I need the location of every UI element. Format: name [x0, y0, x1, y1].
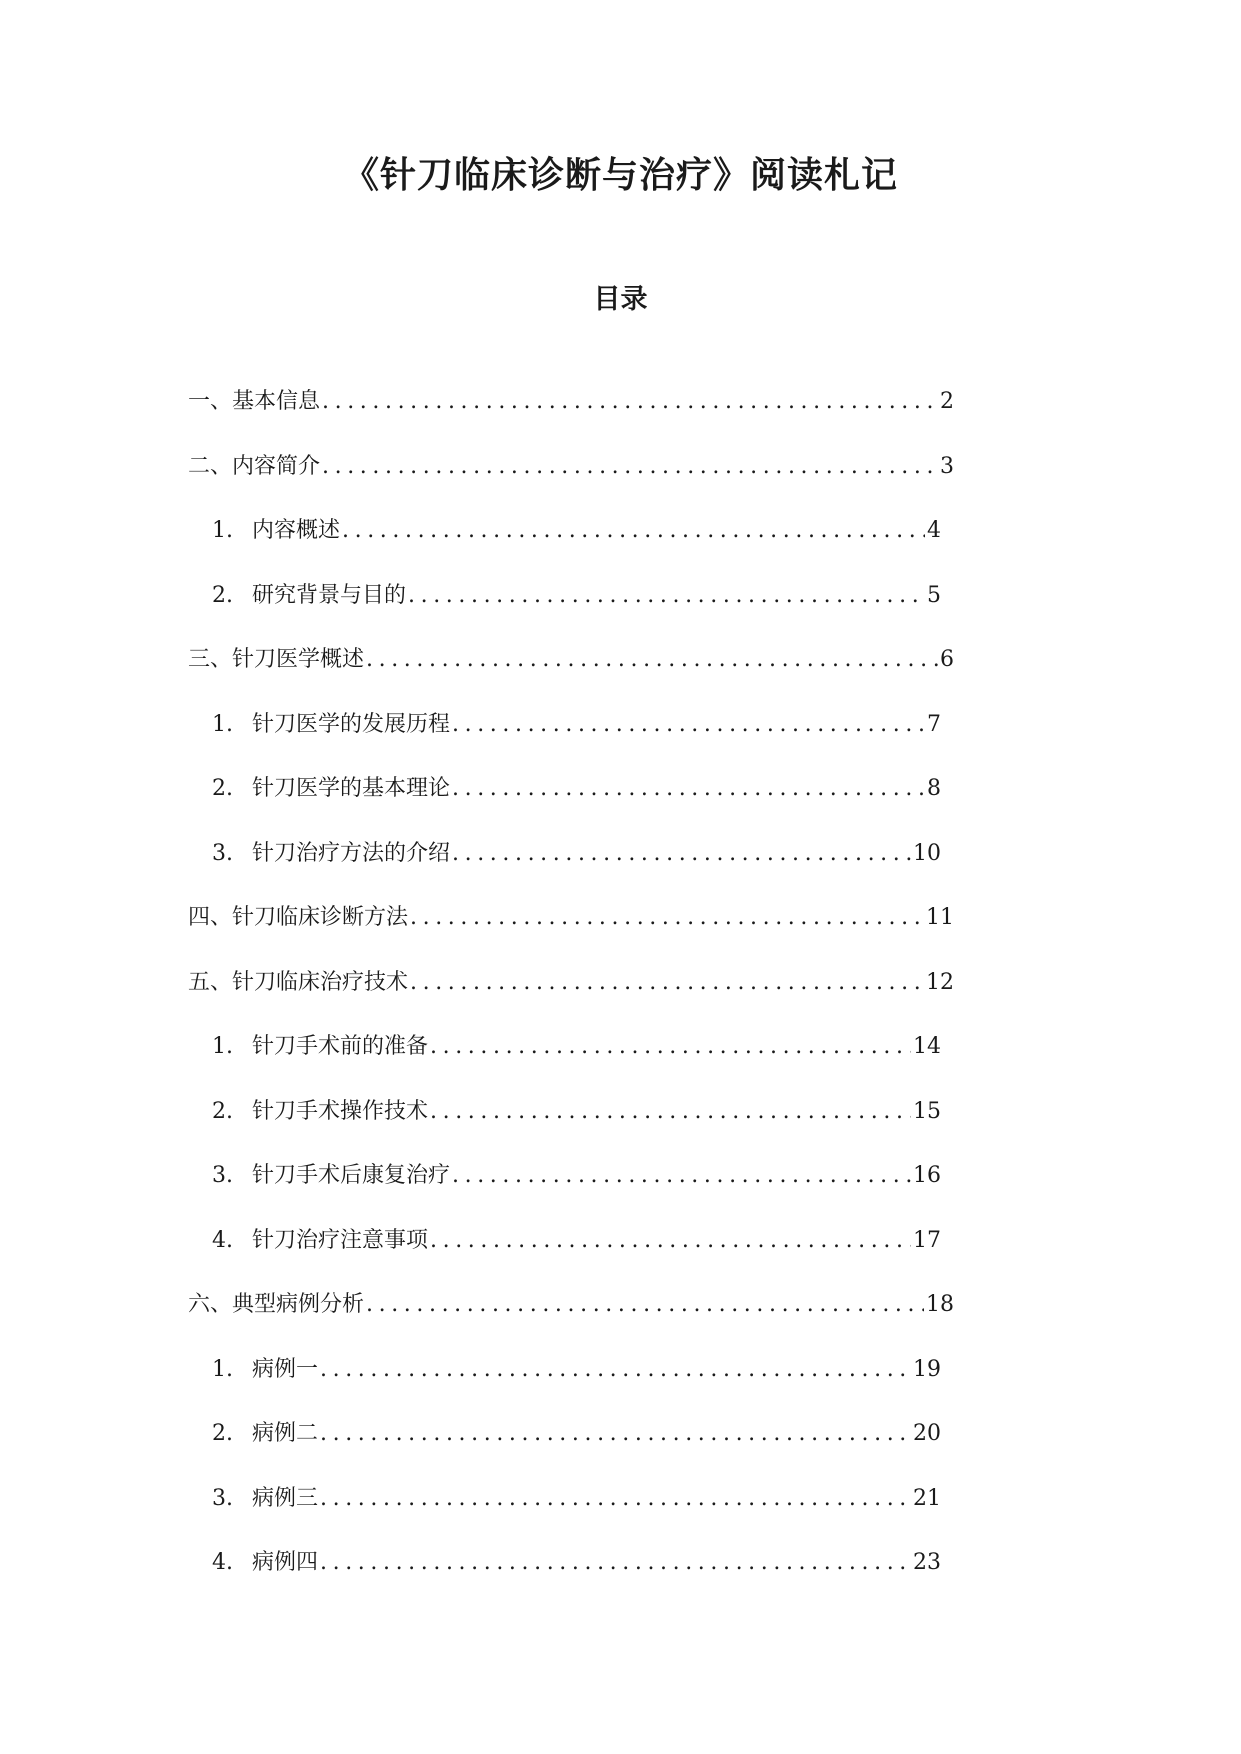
toc-dot-leader: [430, 1030, 911, 1064]
toc-entry[interactable]: [212, 1353, 941, 1387]
toc-entry-page-number: 18: [926, 1292, 954, 1317]
toc-entry-label: 病例二: [252, 1421, 319, 1446]
toc-entry-label: 针刀治疗方法的介绍: [252, 840, 451, 866]
toc-entry-page-number: 23: [913, 1550, 941, 1575]
toc-entry-label: 六、典型病例分析: [188, 1292, 365, 1317]
toc-entry-number: 4.: [212, 1550, 233, 1575]
toc-dot-leader: [430, 1224, 911, 1258]
toc-entry-number: 1.: [212, 1356, 233, 1382]
toc-entry-number: 1.: [212, 711, 233, 737]
toc-entry-label: 五、针刀临床治疗技术: [188, 969, 409, 995]
toc-entry-page-number: 17: [913, 1227, 941, 1253]
toc-entry-page-number: 20: [913, 1421, 941, 1446]
toc-entry[interactable]: [212, 1095, 941, 1129]
toc-entry[interactable]: [212, 772, 941, 806]
toc-entry-label: 研究背景与目的: [252, 582, 407, 608]
toc-dot-leader: [410, 966, 924, 1000]
toc-dot-leader: [410, 901, 924, 935]
toc-entry[interactable]: [212, 579, 941, 613]
toc-entry[interactable]: [212, 1546, 941, 1580]
toc-entry[interactable]: [212, 1417, 941, 1451]
toc-entry[interactable]: [188, 901, 954, 935]
toc-entry[interactable]: [188, 1288, 954, 1322]
toc-entry-page-number: 16: [913, 1163, 941, 1188]
toc-entry-page-number: 11: [926, 905, 954, 930]
toc-dot-leader: [430, 1095, 911, 1129]
toc-entry-number: 2.: [212, 1098, 233, 1124]
toc-entry[interactable]: [212, 708, 941, 742]
toc-entry-number: 4.: [212, 1227, 233, 1253]
toc-entry[interactable]: [188, 450, 954, 484]
toc-entry-label: 针刀医学的发展历程: [252, 711, 451, 737]
toc-entry[interactable]: [212, 1159, 941, 1193]
toc-dot-leader: [342, 514, 925, 548]
toc-entry-page-number: 4: [927, 518, 941, 543]
toc-entry-number: 2.: [212, 776, 233, 801]
toc-entry-label: 二、内容简介: [188, 453, 321, 479]
toc-entry-page-number: 14: [913, 1034, 941, 1059]
toc-entry[interactable]: [212, 1030, 941, 1064]
toc-entry[interactable]: [188, 385, 954, 419]
toc-entry-label: 针刀医学的基本理论: [252, 776, 451, 801]
toc-entry[interactable]: [212, 837, 941, 871]
toc-entry-number: 3.: [212, 840, 233, 866]
toc-entry-page-number: 15: [913, 1098, 941, 1124]
toc-dot-leader: [452, 1159, 911, 1193]
toc-dot-leader: [320, 1546, 911, 1580]
toc-dot-leader: [452, 772, 925, 806]
document-title: 《针刀临床诊断与治疗》阅读札记: [342, 154, 898, 196]
toc-entry-number: 3.: [212, 1163, 233, 1188]
toc-entry-page-number: 2: [940, 389, 954, 414]
toc-entry-number: 2.: [212, 1421, 233, 1446]
toc-dot-leader: [366, 643, 938, 677]
toc-entry-page-number: 3: [940, 453, 954, 479]
toc-entry-page-number: 6: [940, 647, 954, 672]
toc-entry-label: 针刀手术前的准备: [252, 1034, 429, 1059]
toc-entry[interactable]: [212, 514, 941, 548]
toc-entry[interactable]: [212, 1224, 941, 1258]
toc-entry-number: 3.: [212, 1485, 233, 1511]
toc-entry-page-number: 7: [927, 711, 941, 737]
toc-entry-label: 针刀治疗注意事项: [252, 1227, 429, 1253]
toc-entry[interactable]: [188, 643, 954, 677]
toc-entry-label: 病例四: [252, 1550, 319, 1575]
toc-entry-page-number: 8: [927, 776, 941, 801]
toc-entry-number: 2.: [212, 582, 233, 608]
toc-entry-page-number: 12: [926, 969, 954, 995]
toc-entry-label: 病例一: [252, 1356, 319, 1382]
toc-heading: 目录: [593, 284, 648, 315]
toc-dot-leader: [366, 1288, 924, 1322]
toc-entry-page-number: 10: [913, 840, 941, 866]
toc-entry-number: 1.: [212, 518, 233, 543]
toc-dot-leader: [408, 579, 925, 613]
toc-entry-label: 针刀手术后康复治疗: [252, 1163, 451, 1188]
toc-dot-leader: [452, 708, 925, 742]
toc-entry-label: 内容概述: [252, 518, 341, 543]
toc-dot-leader: [320, 1482, 911, 1516]
toc-entry-label: 四、针刀临床诊断方法: [188, 905, 409, 930]
toc-dot-leader: [320, 1417, 911, 1451]
toc-entry-page-number: 21: [913, 1485, 941, 1511]
toc-dot-leader: [320, 1353, 911, 1387]
toc-entry-label: 针刀手术操作技术: [252, 1098, 429, 1124]
toc-entry[interactable]: [212, 1482, 941, 1516]
toc-dot-leader: [322, 450, 938, 484]
toc-dot-leader: [452, 837, 911, 871]
toc-entry-page-number: 19: [913, 1356, 941, 1382]
toc-entry-label: 三、针刀医学概述: [188, 647, 365, 672]
toc-dot-leader: [322, 385, 938, 419]
toc-entry-number: 1.: [212, 1034, 233, 1059]
toc-entry-label: 病例三: [252, 1485, 319, 1511]
toc-entry-page-number: 5: [927, 582, 941, 608]
toc-entry[interactable]: [188, 966, 954, 1000]
toc-entry-label: 一、基本信息: [188, 389, 321, 414]
